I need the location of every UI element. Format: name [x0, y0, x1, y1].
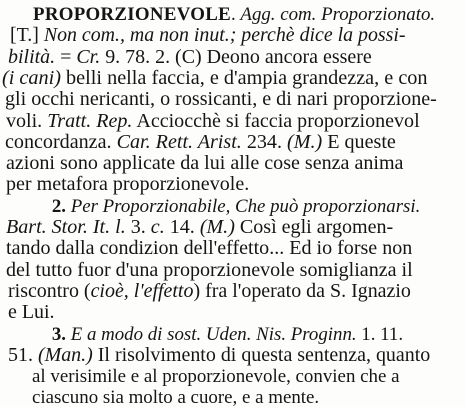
text-segment: 9. 78. 2. (C) Deono ancora essere — [100, 45, 372, 68]
text-segment: Uden. Nis. Proginn. — [205, 323, 357, 345]
text-segment: Tratt. Rep. — [47, 109, 133, 132]
sense-number: 3. — [33, 323, 71, 345]
text-segment: [T.] — [10, 24, 44, 47]
text-segment: c. — [150, 216, 165, 238]
text-segment: Bart. Stor. It. l. — [6, 216, 126, 238]
text-segment: 234. — [241, 130, 288, 153]
text-segment: riscontro ( — [8, 279, 91, 302]
text-segment: E a modo di sost. — [70, 323, 202, 345]
text-segment: 14. — [164, 216, 200, 238]
text-segment: (M.) — [199, 216, 235, 238]
text-segment: = — [55, 45, 77, 68]
sense-number: 2. — [33, 195, 71, 217]
text-segment: Così egli argomen- — [234, 216, 394, 238]
text-segment: (M.) — [287, 130, 323, 153]
text-segment: voli. — [6, 109, 48, 132]
text-segment: E queste — [322, 130, 396, 153]
text-segment: tando dalla condizion dell'effetto... Ed io forse non — [6, 237, 413, 260]
text-segment: Car. Rett. Arist. — [116, 130, 242, 153]
text-segment: Per Proporzionabile, Che può proporzionarsi. — [70, 195, 421, 217]
text-segment: belli nella faccia, e d'ampia grandezza, e con — [61, 66, 428, 89]
text-segment: Il risolvimento di questa sentenza, quanto — [92, 343, 431, 366]
text-segment: al verisimile e al proporzionevole, convien che a — [32, 366, 400, 388]
text-segment: per metafora proporzionevole. — [6, 173, 250, 196]
text-segment: . — [230, 4, 241, 25]
text-segment: Cr. — [76, 45, 101, 68]
text-segment: 51. — [8, 343, 38, 366]
text-segment: bilità. — [8, 45, 56, 68]
text-segment: azioni sono applicate da lui alle cose senza anima — [6, 152, 404, 175]
text-segment: concordanza. — [5, 130, 117, 153]
text-segment: Acciocchè si faccia proporzionevol — [132, 109, 420, 132]
text-segment: Agg. com. Proporzionato. — [240, 4, 436, 25]
text-segment: del tutto fuor d'una proporzionevole somiglianza il — [6, 258, 413, 281]
headword: PROPORZIONEVOLE — [33, 4, 231, 25]
text-line — [32, 385, 466, 410]
text-segment: Non com., ma non inut.; perchè dice la possi- — [43, 24, 406, 47]
text-segment: ciascuno sia molto a cuore, e a mente. — [32, 387, 320, 409]
text-segment: (Man.) — [37, 343, 93, 366]
text-segment: 1. 11. — [356, 323, 404, 345]
text-segment: ) fra l'operato da S. Ignazio — [193, 279, 411, 302]
text-segment: e Lui. — [8, 301, 55, 324]
text-segment: cioè, l'effetto — [90, 279, 194, 302]
text-segment: gli occhi nericanti, o rossicanti, e di nari proporzione- — [5, 88, 437, 111]
text-segment: (i cani) — [2, 66, 61, 89]
text-segment: 3. — [125, 216, 151, 238]
